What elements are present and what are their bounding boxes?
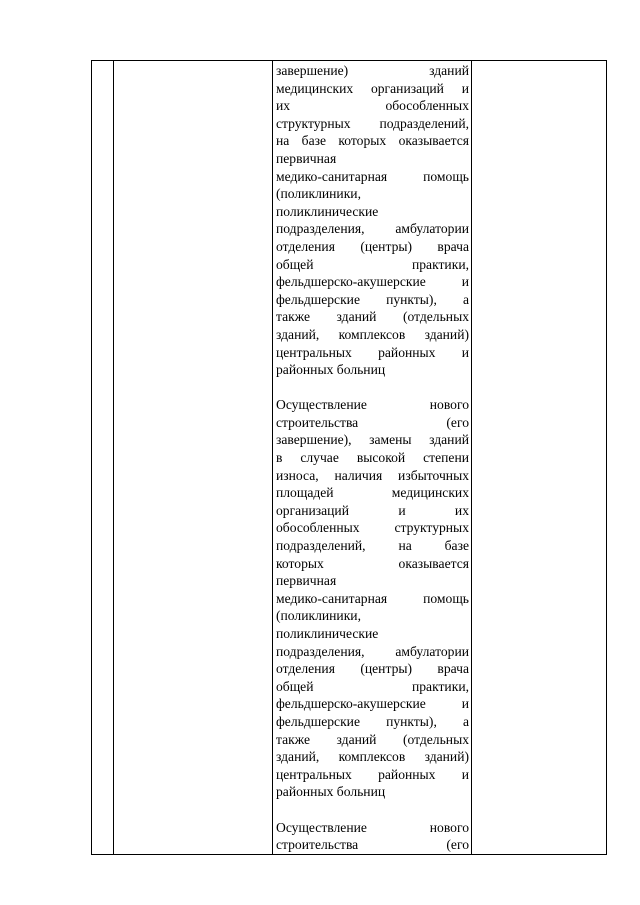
text-line: центральных районных и: [276, 344, 469, 360]
text-line: структурных подразделений,: [276, 115, 469, 131]
text-line: центральных районных и: [276, 766, 469, 782]
text-line: организаций и их: [276, 502, 469, 518]
paragraph-gap: [276, 379, 469, 397]
text-line: подразделения, амбулатории: [276, 221, 469, 237]
text-line: строительства (его: [276, 414, 469, 430]
text-line: фельдшерско-акушерские и: [276, 274, 469, 290]
text-line: поликлинические: [276, 203, 379, 219]
text-line: в случае высокой степени: [276, 450, 469, 466]
text-line: на базе которых оказывается: [276, 133, 469, 149]
text-line: строительства (его: [276, 837, 469, 853]
text-line: фельдшерские пункты), а: [276, 291, 469, 307]
text-line: Осуществление нового: [276, 819, 469, 835]
text-line: районных больниц: [276, 784, 386, 800]
text-line: подразделений, на базе: [276, 538, 469, 554]
text-line: фельдшерские пункты), а: [276, 713, 469, 729]
paragraph-gap: [276, 801, 469, 819]
text-line: завершение) зданий: [276, 63, 469, 78]
text-line: (поликлиники,: [276, 608, 361, 624]
text-line: площадей медицинских: [276, 485, 469, 501]
text-line: (поликлиники,: [276, 186, 361, 202]
text-line: зданий, комплексов зданий): [276, 326, 469, 342]
text-line: которых оказывается: [276, 555, 469, 571]
text-line: общей практики,: [276, 256, 469, 272]
text-line: их обособленных: [276, 98, 469, 114]
text-line: завершение), замены зданий: [276, 432, 469, 448]
text-line: первичная: [276, 573, 337, 589]
table-cell-description: [273, 61, 472, 855]
document-table: [91, 60, 607, 855]
text-line: отделения (центры) врача: [276, 238, 469, 254]
text-line: первичная: [276, 150, 337, 166]
text-line: районных больниц: [276, 362, 386, 378]
text-line: фельдшерско-акушерские и: [276, 696, 469, 712]
text-line: также зданий (отдельных: [276, 309, 469, 325]
text-line: медико-санитарная помощь: [276, 168, 469, 184]
text-line: износа, наличия избыточных: [276, 467, 469, 483]
text-line: поликлинические: [276, 626, 379, 641]
text-line: зданий, комплексов зданий): [276, 749, 469, 765]
table-cell-name: [114, 61, 273, 855]
text-line: подразделения, амбулатории: [276, 643, 469, 659]
table-cell-number: [92, 61, 114, 855]
table-row: [92, 61, 607, 855]
text-line: обособленных структурных: [276, 520, 469, 536]
text-line: Осуществление нового: [276, 397, 469, 413]
text-line: также зданий (отдельных: [276, 731, 469, 747]
text-line: медико-санитарная помощь: [276, 590, 469, 606]
description-text: [276, 62, 469, 854]
table-cell-notes: [472, 61, 607, 855]
text-line: общей практики,: [276, 678, 469, 694]
text-line: медицинских организаций и: [276, 80, 469, 96]
text-line: отделения (центры) врача: [276, 661, 469, 677]
